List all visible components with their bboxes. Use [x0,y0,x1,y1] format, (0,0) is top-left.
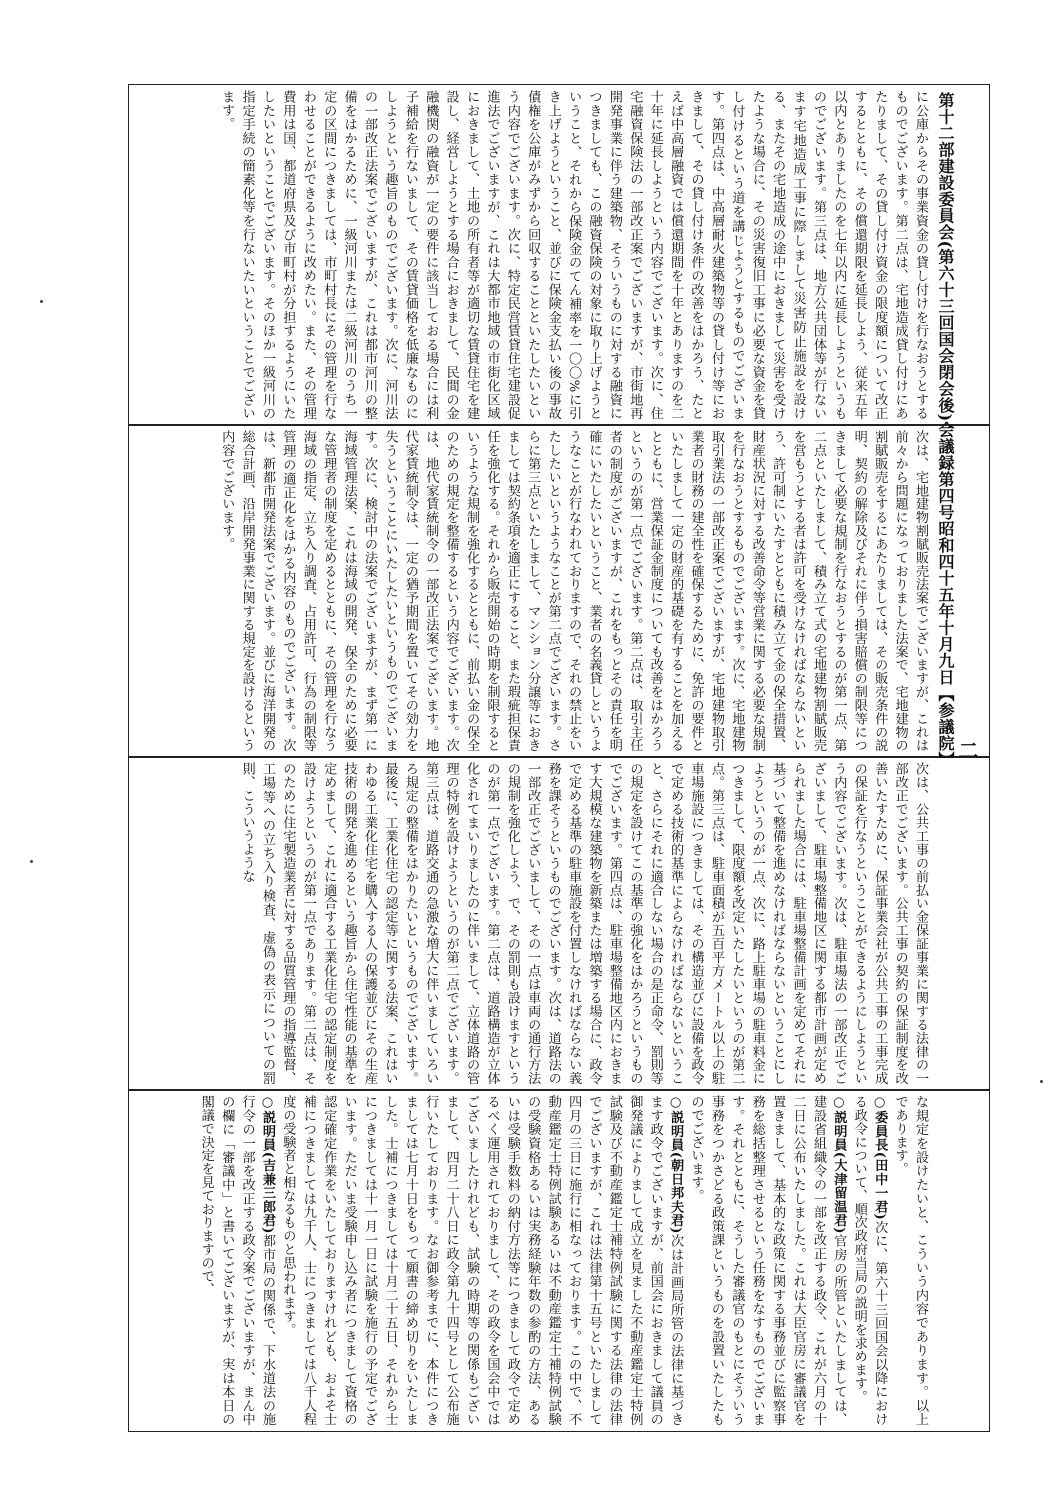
text-band-4 [134,1095,930,1426]
column-divider [128,424,990,426]
speech-text: 次は計画局所管の法律に基づきます政令でございますが、前国会におきまして議員の御発議によりまして成立を見ました不動産鑑定士特例試験及び不動産鑑定士補特例試験に関する法律の法律でございますが、これは法律第十五号といたしまして四月の三日に施行に相なっております。この中で、不動産鑑定士特例試験あるいは不動産鑑定士補特例試験の受験資格あるいは実務経験年数の参酌の方法、あるいは受験手数料の納付方法等につきまして政令で定めるべく運用されておりまして、その政令を国会中ではございましたけれども、試験の時期等の関係もございまして、四月二十八日に政令第九十四号として公布施行いたしております。なお御参考までに、本件につきましては七月十日をもって願書の締め切りをいたしました。士補につきましては十月二十五日、それから士につきましては十一月一日に試験を施行の予定でございます。ただいま受験申し込み者につきまして資格の認定確定作業をいたしておりますけれども、およそ士補につきましては九千人、士につきましては八千人程度の受験者と相なるものと思われます。 [280,1095,684,1426]
speaker-name: ○説明員(吉兼三郎君) [260,1095,275,1234]
speech-text: 次に、第六十三回国会以降における政令について、順次政府当局の説明を求めます。 [851,1095,888,1426]
speech-text: 都市局の関係で、下水道法の施行令の一部を改正する政令案でございますが、まん中の欄に「審議中」と書いてございますが、実は本日の閣議で決定を見ておりますので、 [198,1095,275,1426]
scan-speck [1040,1080,1043,1083]
body-text: 次は、公共工事の前払い金保証事業に関する法律の一部改正でございます。公共工事の契約の保証制度を改善いたすために、保証事業会社が公共工事の工事完成の保証を行なうということができるようにしようという内容でございます。次は、駐車場法の一部改正でございまして、駐車場整備地区に関する都市計画が定められました場合には、駐車場整備計画を定めてそれに基づいて整備を進めなければならないということにしようというのが一点、次に、路上駐車場の駐車料金につきまして、限度額を改定いたしたいというのが第二点。第三点は、駐車面積が五百平方メートル以上の駐車場施設につきましては、その構造並びに設備を政令で定める技術的基準によらなければならないということ、さらにそれに適合しない場合の是正命令、罰則等の規定を設けてこの基準の強化をはかろうというものでございます。第四点は、駐車場整備地区内におきます大規模な建築物を新築または増築する場合に、政令で定める基準の駐車施設を付置しなければならない義務を課そうというものでございます。次は、道路法の一部改正でございまして、その一点は車両の通行方法の規制を強化しよう、で、その罰則も設けますというのが第一点でございます。第二点は、道路構造が立体化されてまいりましたのに伴いまして、立体道路の管理の特例を設けようというのが第二点でございます。第三点は、道路交通の急激な増大に伴いましていろいろ規定の整備をはかりたいというものでございます。最後に、工業化住宅の認定等に関する法案、これはいわゆる工業化住宅を購入する人の保護並びにその生産技術の開発を進めるという趣旨から住宅性能の基準を定めまして、これに適合する工業化住宅の認定制度を設けようというのが第一点であります。第二点は、そのために住宅製造業者に対する品質管理の指導監督、工場等への立ち入り検査、虚偽の表示についての罰則、こういうような [239,762,928,1085]
text-band-3 [134,762,930,1085]
session-date: 昭和四十五年十月九日 [936,520,955,686]
column-divider [128,756,990,758]
column-divider [128,1089,990,1091]
page-number: 二 [955,740,979,760]
scan-speck [30,860,33,863]
body-text [195,1095,930,1426]
scan-speck [40,300,43,303]
speaker-name: ○説明員(朝日邦夫君) [668,1095,684,1234]
speaker-name: ○委員長(田中一君) [872,1095,888,1220]
committee-title: 建設委員会(第六十三回国会閉会後)会議録第四号 [936,158,955,521]
speaker-name: ○説明員(大津留温君) [831,1095,847,1234]
speech-text: 官房の所管といたしましては、建設省組織令の一部を改正する政令、これが六月の十二日に公布いたしました。これは大臣官房に審議官を置きまして、基本的な政策に関する事務並びに監察事務を総括整理させるという任務をなすものでございます。それとともに、そうした審議官のもとにそういう事務をつかさどる政策課というものを設置いたしたものでございます。 [688,1095,847,1426]
closing-remark: な規定を設けたいと、こういう内容であります。以上であります。 [892,1095,928,1426]
body-text: に公庫からその事業資金の貸し付けを行なおうとするものでございます。第二点は、宅地造成貸し付けにあたりまして、その貸し付け資金の限度額について改正するとともに、その償還期限を延長しよう、従来五年以内とありましたのを七年以内に延長しようというものでございます。第三点は、地方公共団体等が行ないます宅地造成工事に際しまして災害防止施設を設ける、またその宅地造成の途中におきまして災害を受けたような場合に、その災害復旧工事に必要な資金を貸し付けるという道を講じようとするものでございます。第四点は、中高層耐火建築物等の貸し付け等におきまして、その貸し付け条件の改善をはかろう、たとえば中高層融資では償還期間を十年とありますのを二十年に延長しようという内容でございます。次に、住宅融資保険法の一部改正案でございますが、市街地再開発事業に伴う建築物、そういうものに対する融資につきましても、この融資保険の対象に取り上げようということ、それから保険金のてん補率を一〇〇%に引き上げようということ、並びに保険金支払い後の事故債権を公庫がみずから回収することといたしたいという内容でございます。次に、特定民営賃貸住宅建設促進法でございますが、これは大都市地域の市街化区域におきまして、土地の所有者等が適切な賃貸住宅を建設し、経営しようとする場合におきまして、民間の金融機関の融資が一定の要件に該当しておる場合には利子補給を行ないまして、その賃貸価格を低廉なものにしようという趣旨のものでございます。次に、河川法の一部改正法案でございますが、これは都市河川の整備をはかるために、一級河川または二級河川のうち一定の区間につきましては、市町村長にその管理を行なわせることができるように改めたい。また、その管理費用は国、都道府県及び市町村が分担するようにいたしたいということでございます。そのほか一級河川の指定手続の簡素化等を行ないたいということでございます。 [219,90,928,420]
text-band-1 [134,90,930,420]
house-label: 【参議院】 [936,685,955,769]
text-band-2 [134,430,930,752]
running-header [930,92,958,769]
section-label: 第十二部 [936,92,955,158]
body-text: 次は、宅地建物割賦販売法案でございますが、これは前々から問題になっておりました法案で、宅地建物の割賦販売をするにあたりましては、その販売条件の説明、契約の解除及びそれに伴う損害賠償の制限等につきまして必要な規制を行なおうとするのが第一点、第二点といたしまして、積み立て式の宅地建物割賦販売を営もうとする者は許可を受けなければならないという、許可制にいたすとともに積み立て金の保全措置、財産状況に対する改善命令等営業に関する必要な規制を行なおうとするものでございます。次に、宅地建物取引業法の一部改正案でございますが、宅地建物取引業者の財務の建全性を確保するために、免許の要件といたしまして一定の財産的基礎を有することを加えるとともに、営業保証金制度についても改善をはかろうというのが第一点でございます。第二点は、取引主任者の制度がございますが、これをもっとその責任を明確にいたしたいということ、業者の名義貸しというようなことが行なわれておりますので、それの禁止をいたしたいというようなことが第二点でございます。さらに第三点といたしまして、マンション分譲等におきましては契約条項を適正にすること、また瑕疵担保責任を強化する。それから販売開始の時期を制限するというような規制を強化するとともに、前払い金の保全のための規定を整備するという内容でございます。次は、地代家賃統制令の一部改正法案でございます。地代家賃統制令は、一定の猶予期間を置いてその効力を失うということにいたしたいというものでございます。次に、検討中の法案でございますが、まず第一に海域管理法案、これは海域の開発、保全のために必要な管理者の制度を定めるとともに、その管理を行なう海域の指定、立ち入り調査、占用許可、行為の制限等管理の適正化をはかる内容のものでございます。次は、新都市開発法案でございます。並びに海洋開発の総合計画、沿岸開発事業に関する規定を設けるという内容でございます。 [219,430,928,752]
